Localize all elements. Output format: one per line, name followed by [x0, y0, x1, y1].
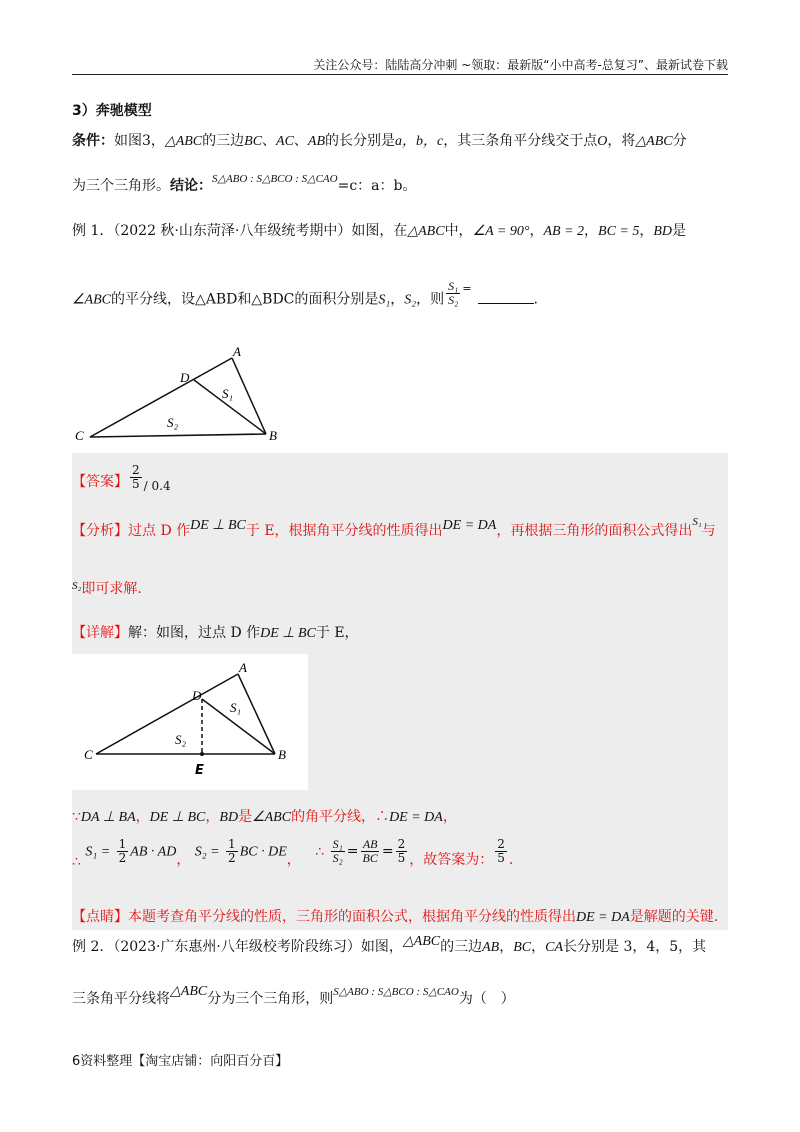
example2-text: 长分别是 3，4，5，其 [563, 939, 707, 955]
step2-text: ，故答案为： [409, 851, 494, 868]
ab-bc-ratio [360, 838, 379, 865]
conclusion-text: 为三个三角形。 [72, 178, 170, 194]
page-header: 关注公众号：陆陆高分冲刺 ~领取：最新版“小中高考-总复习”、最新试卷下载 [313, 58, 728, 72]
therefore-symbol: ∴ [72, 853, 81, 870]
answer-line [72, 464, 171, 491]
segment-bd: BD [653, 224, 673, 239]
area-ratio: S△ABO : S△BCO : S△CAO [333, 986, 459, 998]
condition-text: ，其三条角平分线交于点 [443, 133, 598, 149]
conclusion-result: =c：a：b。 [337, 178, 417, 194]
header-divider [72, 74, 728, 75]
triangle-abc: △ABC [170, 984, 208, 999]
analysis-text: 于 E，根据角平分线的性质得出 [245, 523, 443, 539]
triangle-abc: △ABC [635, 134, 673, 149]
analysis-label: 【分析】 [72, 523, 128, 539]
conclusion-line [72, 175, 416, 195]
s2-expr: S₂ = [194, 844, 220, 860]
side-bc: BC [513, 940, 532, 955]
step2-line: ∴ S₁ = $\frac{1}{2}$ AB · AD， S₂ = $\frac{1}{2}$ BC · DE， ∴ $\frac{\text{S₁}}{\text{S₂}}$ = $\frac{AB}{BC}$ = $\frac{2}{5}$ ，故答案为： $\frac{2}{5}$ . [72, 837, 514, 870]
side-ca [96, 674, 238, 754]
separator: 、 [293, 133, 308, 149]
example2-text: 三条角平分线将 [72, 991, 170, 1007]
condition-text: 的长分别是 [325, 133, 396, 149]
example1-text: 中， [444, 223, 473, 239]
de-equals-da: DE = DA [389, 810, 443, 825]
label-a: A [233, 344, 241, 359]
detail-line [72, 622, 359, 642]
label-a: A [239, 660, 247, 675]
fraction-numerator: 1 [118, 837, 127, 851]
s-ratio [331, 838, 345, 865]
fraction-denominator: 5 [132, 477, 140, 491]
period: . [508, 851, 514, 868]
angle-a: ∠A = 90° [472, 224, 530, 239]
triangle-abc: △ABC [402, 934, 441, 949]
fraction-numerator: 2 [497, 837, 505, 851]
fraction-denominator: 2 [118, 851, 127, 865]
page-footer [72, 1050, 288, 1069]
half-fraction [226, 838, 238, 865]
analysis-text: 即可求解. [81, 581, 142, 597]
label-c: C [75, 428, 84, 443]
label-s2: S₂ [175, 732, 187, 747]
figure2-triangle [72, 654, 308, 790]
label-e: E [195, 763, 204, 778]
comment-text: 本题考查角平分线的性质，三角形的面积公式，根据角平分线的性质得出 [128, 909, 576, 925]
separator: 、 [262, 133, 277, 149]
da-perp-ba: DA ⊥ BA [80, 810, 136, 825]
triangle-abc: △ABC [164, 134, 203, 149]
condition-label: 条件： [72, 133, 114, 149]
side-ca [90, 358, 232, 437]
comment-line [72, 906, 718, 926]
label-b: B [269, 428, 277, 443]
ab-ad-product: AB · AD [130, 844, 177, 860]
analysis-line2 [72, 578, 142, 598]
fraction-denominator: BC [362, 851, 378, 865]
example1-text: 的平分线，设△ABD和△BDC的面积分别是 [111, 291, 379, 308]
fraction-numerator: AB [362, 837, 378, 851]
point-e [200, 752, 204, 756]
therefore-symbol: ∴ [375, 809, 390, 825]
example2-text: 分为三个三角形，则 [207, 991, 334, 1007]
example1-text: 例 1．（2022 秋·山东菏泽·八年级统考期中）如图，在 [72, 223, 408, 239]
label-c: C [84, 747, 93, 762]
bc-de-product: BC · DE [239, 844, 287, 860]
side-ab: AB [307, 134, 326, 149]
example1-line1: 例 1．（2022 秋·山东菏泽·八年级统考期中）如图，在△ABC中，∠A = 90°，AB = 2，BC = 5，BD是 [72, 223, 687, 239]
detail-label: 【详解】 [72, 625, 128, 641]
section-title: 3）奔驰模型 [72, 103, 152, 119]
condition-text: 如图3， [114, 133, 165, 149]
comment-text: 是解题的关键. [629, 909, 719, 925]
conclusion-label: 结论： [170, 178, 212, 194]
segment-bd: BD [219, 810, 239, 825]
step1-text: 的角平分线， [291, 809, 376, 825]
fraction-numerator: S₁ [332, 837, 343, 851]
condition-text: 的三边 [202, 133, 245, 149]
area-s1: S₁ [692, 516, 702, 528]
area-s2: S₂ [72, 580, 82, 592]
perpendicular-expr: DE ⊥ BC [190, 518, 246, 533]
de-equals-da: DE = DA [576, 910, 630, 925]
fraction-denominator: 2 [228, 851, 236, 865]
analysis-text: 过点 D 作 [128, 523, 191, 539]
comment-label: 【点睛】 [72, 909, 128, 925]
side-ab [232, 358, 266, 434]
area-s1: S₁ [378, 292, 391, 308]
figure1-triangle [72, 340, 292, 450]
detail-text: 解：如图，过点 D 作 [128, 625, 261, 641]
final-answer-fraction [495, 838, 507, 865]
analysis-line1 [72, 516, 716, 540]
fraction-numerator: 1 [228, 837, 236, 851]
triangle-abc: △ABC [407, 224, 445, 239]
example1-line2: ∠ABC的平分线，设△ABD和△BDC的面积分别是S₁，S₂，则 $\frac{\text{S₁}}{\text{S₂}}$ =. [72, 279, 538, 308]
fraction-denominator: 5 [397, 851, 406, 865]
analysis-text: ，再根据三角形的面积公式得出 [496, 523, 693, 539]
example1-text: ，则 [416, 291, 445, 308]
fraction-denominator: S₂ [332, 851, 343, 865]
side-ca: CA [545, 940, 563, 955]
equals-sign: = [462, 281, 472, 295]
because-symbol: ∵ [72, 809, 81, 825]
footer-text: 资料整理【淘宝店铺：向阳百分百】 [80, 1054, 289, 1069]
answer-label: 【答案】 [72, 473, 128, 490]
fraction-denominator: S₂ [448, 293, 459, 307]
example2-text: 为（ ） [458, 991, 515, 1007]
comma: ， [442, 809, 457, 825]
side-cb [90, 434, 266, 437]
example2-line2 [72, 984, 515, 1008]
area-ratio: S△ABO : S△BCO : S△CAO [212, 173, 338, 185]
ab-length: AB = 2 [543, 224, 585, 239]
result-fraction [396, 838, 408, 865]
side-bc: BC [244, 134, 263, 149]
perpendicular-expr: DE ⊥ BC [260, 626, 316, 641]
condition-line [72, 130, 687, 150]
side-lengths: a，b，c [395, 134, 444, 149]
answer-fraction [130, 464, 142, 491]
side-ab: AB [482, 940, 500, 955]
label-d: D [180, 370, 190, 385]
period: . [533, 291, 538, 308]
step1-text: 是 [238, 809, 253, 825]
angle-abc: ∠ABC [252, 810, 292, 825]
label-d: D [192, 688, 202, 703]
label-s1: S₁ [230, 700, 242, 715]
condition-text: ，将 [607, 133, 636, 149]
label-s1: S₁ [222, 386, 234, 401]
therefore-symbol: ∴ [315, 843, 325, 860]
answer-blank [478, 303, 534, 304]
fraction-numerator: S₁ [448, 279, 459, 293]
de-perp-bc: DE ⊥ BC [149, 810, 206, 825]
example2-text: 例 2．（2023·广东惠州·八年级校考阶段练习）如图， [72, 939, 403, 955]
fraction-numerator: 2 [132, 463, 140, 477]
example2-line1: 例 2．（2023·广东惠州·八年级校考阶段练习）如图，△ABC的三边AB，BC，CA长分别是 3，4，5，其 [72, 934, 707, 955]
half-fraction [117, 838, 129, 865]
angle-abc: ∠ABC [72, 292, 111, 308]
analysis-text: 与 [701, 523, 716, 539]
point-o: O [597, 134, 608, 149]
side-ab [238, 674, 275, 754]
s1-expr: S₁ = [85, 844, 111, 860]
fraction-denominator: 5 [497, 851, 505, 865]
detail-text: 于 E， [315, 625, 359, 641]
side-ac: AC [276, 134, 294, 149]
ratio-fraction [446, 280, 460, 307]
step1-line: ∵DA ⊥ BA，DE ⊥ BC，BD是∠ABC的角平分线，∴DE = DA， [72, 809, 457, 825]
example2-text: 的三边 [440, 939, 483, 955]
bc-length: BC = 5 [598, 224, 640, 239]
condition-text: 分 [672, 133, 687, 149]
fraction-numerator: 2 [397, 837, 406, 851]
answer-decimal: / 0.4 [143, 478, 171, 493]
example1-text: 是 [672, 223, 687, 239]
page-number: 6 [72, 1054, 81, 1069]
area-s2: S₂ [404, 292, 417, 308]
label-b: B [278, 747, 286, 762]
label-s2: S₂ [167, 415, 179, 430]
de-equals-da: DE = DA [442, 518, 497, 533]
